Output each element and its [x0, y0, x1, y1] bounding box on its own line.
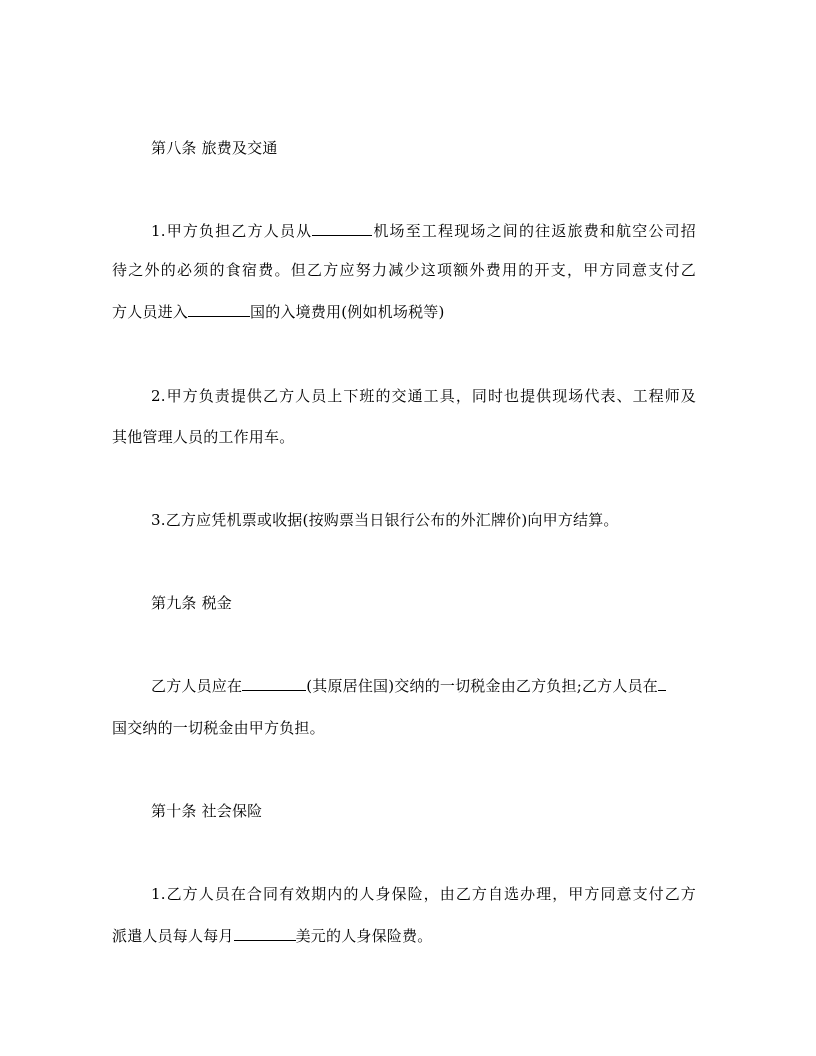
- text-segment: 方人员进入: [112, 303, 189, 321]
- article-10-heading: 第十条 社会保险: [151, 802, 263, 820]
- text-segment: 国的入境费用(例如机场税等): [250, 303, 445, 321]
- article-8-p2-line1: 2.甲方负责提供乙方人员上下班的交通工具，同时也提供现场代表、工程师及: [151, 387, 696, 405]
- blank-airport: [312, 221, 372, 236]
- text-segment: 机场至工程现场之间的往返旅费和航空公司招: [372, 222, 696, 240]
- article-9-heading: 第九条 税金: [151, 594, 232, 612]
- article-8-p1-line3: [112, 302, 445, 322]
- article-9-p1-line1: [151, 676, 696, 696]
- text-segment: 乙方人员应在: [151, 677, 243, 695]
- text-segment: (其原居住国)交纳的一切税金由乙方负担;乙方人员在: [306, 677, 658, 695]
- article-8-p2-line2: 其他管理人员的工作用车。: [112, 428, 295, 446]
- article-8-p1-line2: 待之外的必须的食宿费。但乙方应努力减少这项额外费用的开支，甲方同意支付乙: [112, 261, 696, 279]
- blank-residence-country: [242, 676, 306, 691]
- text-segment: 派遣人员每人每月: [112, 927, 234, 945]
- article-10-p1-line2: [112, 926, 432, 946]
- text-segment: 1.甲方负担乙方人员从: [151, 222, 313, 240]
- article-8-heading: 第八条 旅费及交通: [151, 139, 278, 157]
- blank-country: [188, 302, 250, 317]
- article-9-p1-line2: 国交纳的一切税金由甲方负担。: [112, 719, 325, 737]
- blank-insurance-amount: [234, 926, 296, 941]
- article-8-p1-line1: [151, 221, 696, 241]
- article-8-p3-line1: 3.乙方应凭机票或收据(按购票当日银行公布的外汇牌价)向甲方结算。: [151, 511, 619, 529]
- blank-country-short: [658, 676, 666, 691]
- article-10-p1-line1: 1.乙方人员在合同有效期内的人身保险，由乙方自选办理，甲方同意支付乙方: [151, 885, 696, 903]
- text-segment: 美元的人身保险费。: [295, 927, 433, 945]
